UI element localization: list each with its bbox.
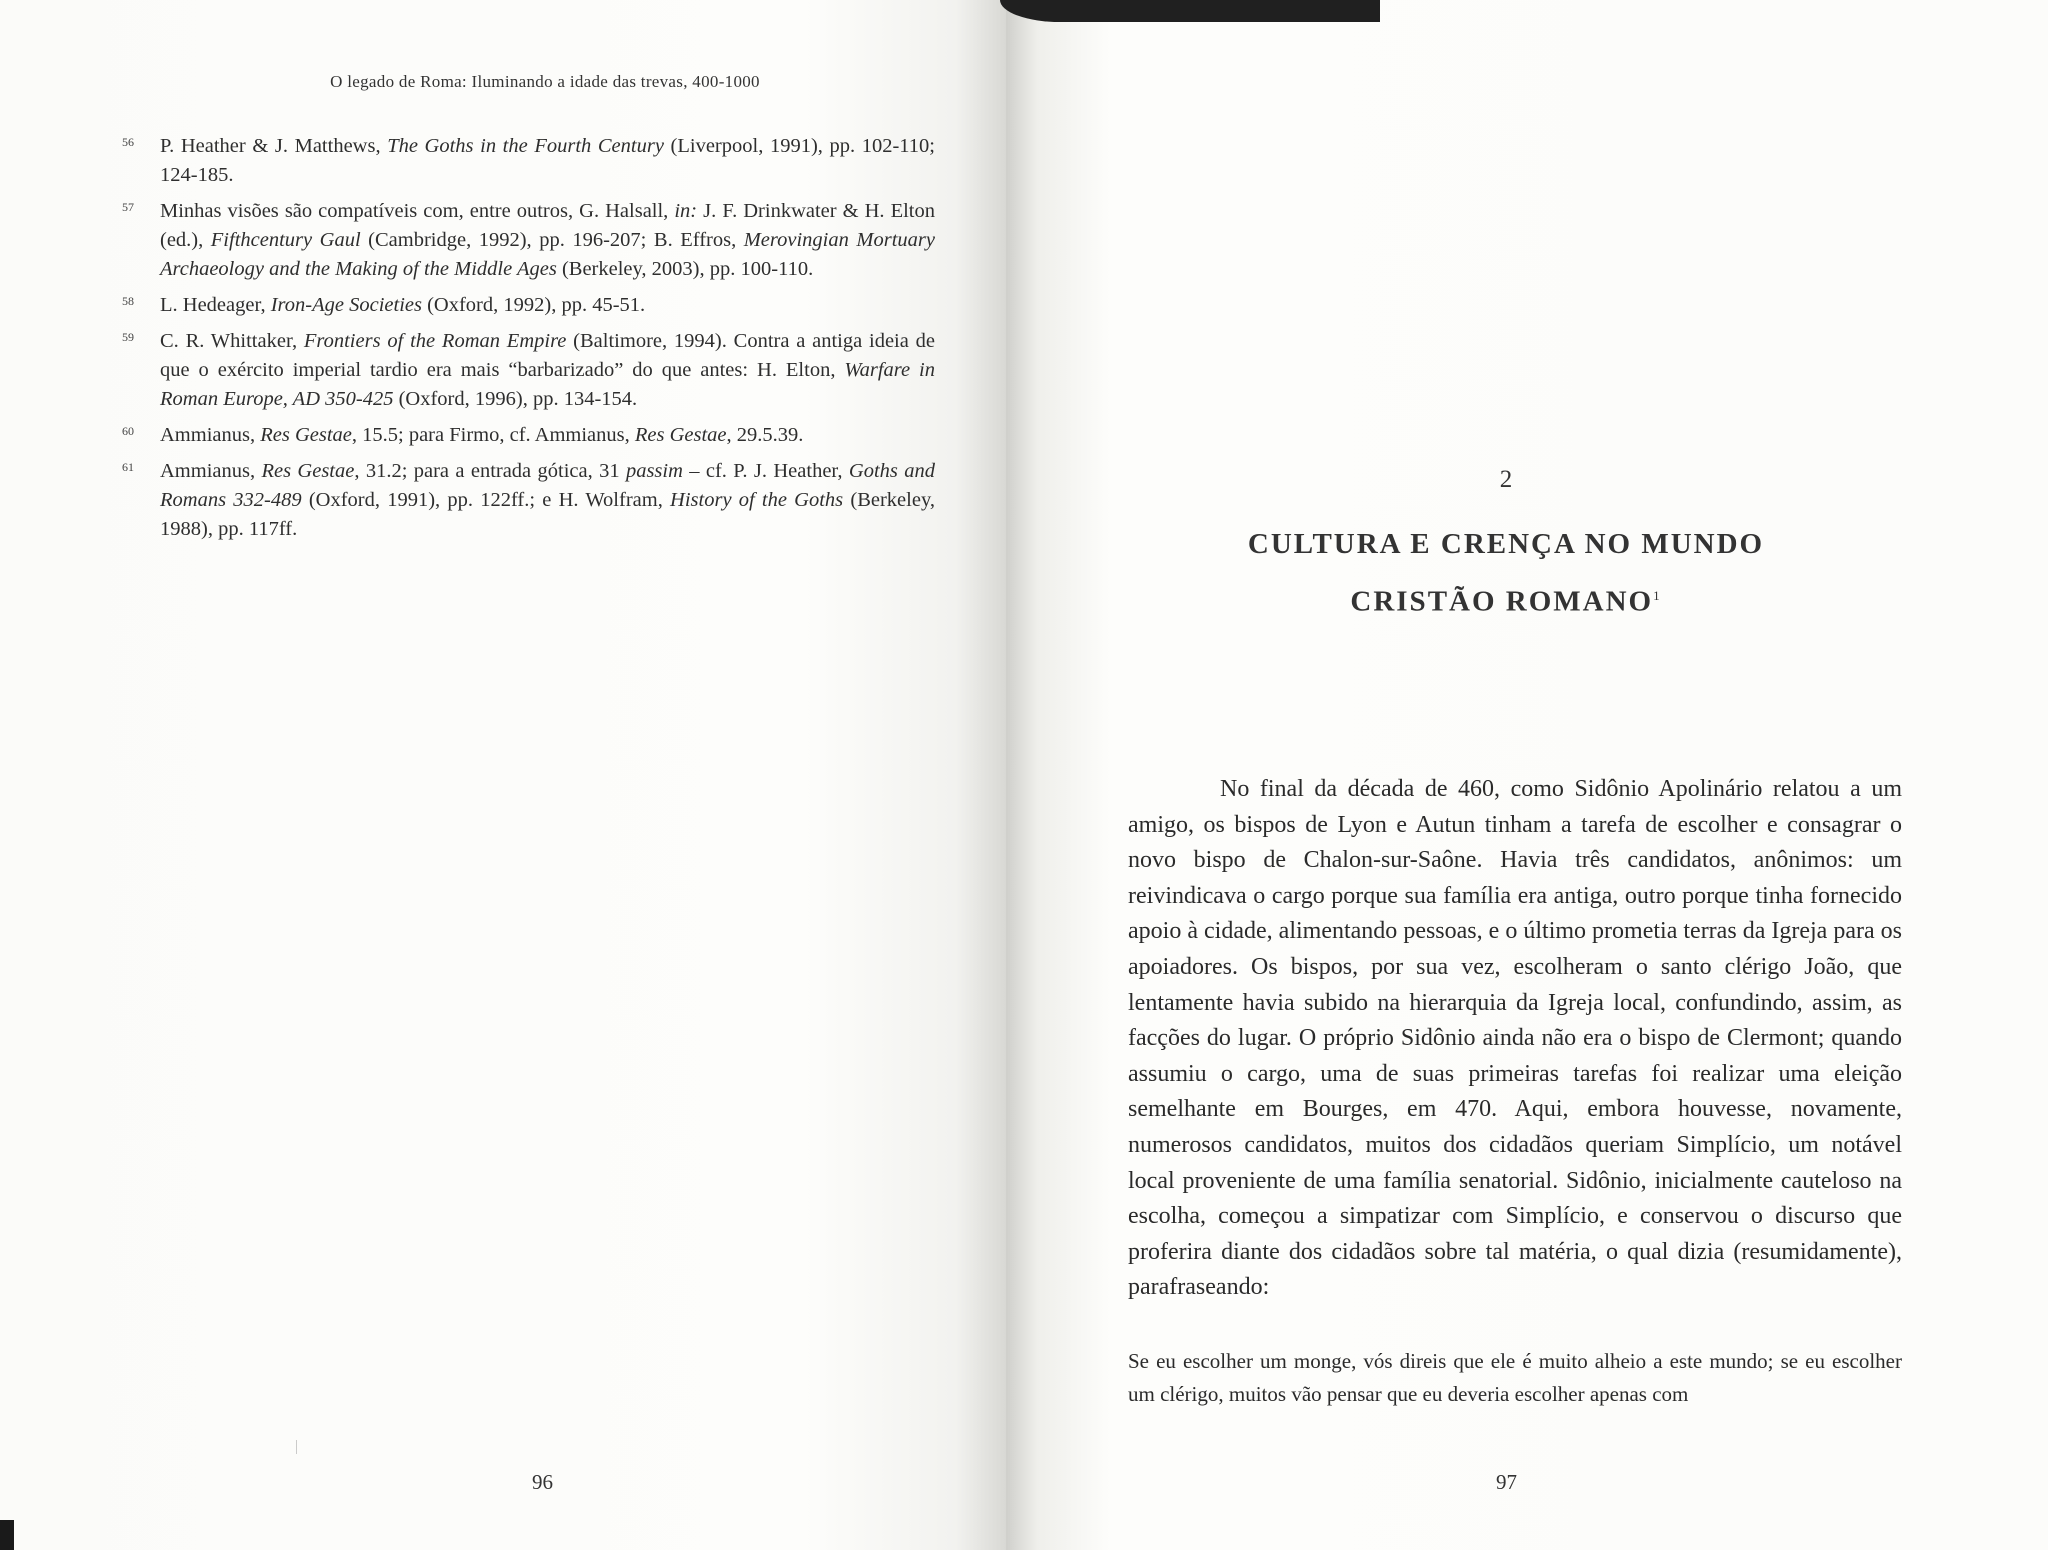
endnote-text: Ammianus, Res Gestae, 31.2; para a entrada gótica, 31 passim – cf. P. J. Heather, Goths and Romans 332-489 (Oxford, 1991), pp. 122ff.; e H. Wolfram, History of the Goths (Berkeley, 1988), pp. 117ff. (160, 460, 935, 540)
book-top-edge (1000, 0, 1380, 22)
right-page (1006, 0, 2048, 1550)
endnote-number: 59 (122, 330, 134, 344)
endnote-text: Ammianus, Res Gestae, 15.5; para Firmo, cf. Ammianus, Res Gestae, 29.5.39. (160, 424, 804, 446)
endnote-number: 57 (122, 200, 134, 214)
paper-mark (296, 1440, 297, 1454)
endnote-number: 56 (122, 135, 134, 149)
body-paragraph: No final da década de 460, como Sidônio Apolinário relatou a um amigo, os bispos de Lyon e Autun tinham a tarefa de escolher e consagrar o novo bispo de Chalon-sur-Saône. Havia três candidatos, anônimos: um reivindicava o cargo porque sua família era antiga, outro porque tinha fornecido apoio à cidade, alimentando pessoas, e o último prometia terras da Igreja para os apoiadores. Os bispos, por sua vez, escolheram o santo clérigo João, que lentamente havia subido na hierarquia da Igreja local, confundindo, assim, as facções do lugar. O próprio Sidônio ainda não era o bispo de Clermont; quando assumiu o cargo, uma de suas primeiras tarefas foi realizar uma eleição semelhante em Bourges, em 470. Aqui, embora houvesse, novamente, numerosos candidatos, muitos dos cidadãos queriam Simplício, um notável local proveniente de uma família senatorial. Sidônio, inicialmente cauteloso na escolha, começou a simpatizar com Simplício, e conservou o discurso que proferira diante dos cidadãos sobre tal matéria, o qual dizia (resumidamente), parafraseando: (1128, 776, 1902, 1301)
endnote-61 (122, 457, 935, 544)
page-number-left: 96 (532, 1470, 553, 1494)
running-head: O legado de Roma: Iluminando a idade das trevas, 400-1000 (330, 72, 760, 91)
endnote-text: Minhas visões são compatíveis com, entre outros, G. Halsall, in: J. F. Drinkwater & H. Elton (ed.), Fifthcentury Gaul (Cambridge, 1992), pp. 196-207; B. Effros, Merovingian Mortuary Archaeology and the Making of the Middle Ages (Berkeley, 2003), pp. 100-110. (160, 200, 935, 280)
endnote-number: 61 (122, 460, 134, 474)
endnote-text: C. R. Whittaker, Frontiers of the Roman Empire (Baltimore, 1994). Contra a antiga ideia de que o exército imperial tardio era mais “barbarizado” do que antes: H. Elton, Warfare in Roman Europe, AD 350-425 (Oxford, 1996), pp. 134-154. (160, 330, 935, 410)
endnote-text: P. Heather & J. Matthews, The Goths in the Fourth Century (Liverpool, 1991), pp. 102-110; 124-185. (160, 135, 935, 186)
endnote-56 (122, 132, 935, 190)
endnote-59 (122, 327, 935, 414)
endnote-57 (122, 197, 935, 284)
left-page (0, 0, 1006, 1550)
block-quote: Se eu escolher um monge, vós direis que ele é muito alheio a este mundo; se eu escolher um clérigo, muitos vão pensar que eu deveria escolher apenas com (1128, 1349, 1902, 1406)
endnote-60 (122, 421, 935, 450)
chapter-title (1006, 518, 2006, 628)
page-number-right: 97 (1496, 1470, 1517, 1494)
endnote-58 (122, 291, 935, 320)
chapter-number: 2 (1499, 466, 1513, 493)
chapter-title-footnote-marker: 1 (1653, 588, 1662, 603)
endnote-number: 60 (122, 424, 134, 438)
chapter-title-line-1: CULTURA E CRENÇA NO MUNDO (1247, 528, 1765, 560)
endnote-text: L. Hedeager, Iron-Age Societies (Oxford, 1992), pp. 45-51. (160, 294, 646, 316)
chapter-title-line-2: CRISTÃO ROMANO (1350, 585, 1654, 618)
endnote-number: 58 (122, 294, 134, 308)
endnotes-list (122, 132, 935, 551)
book-corner (0, 1520, 14, 1550)
